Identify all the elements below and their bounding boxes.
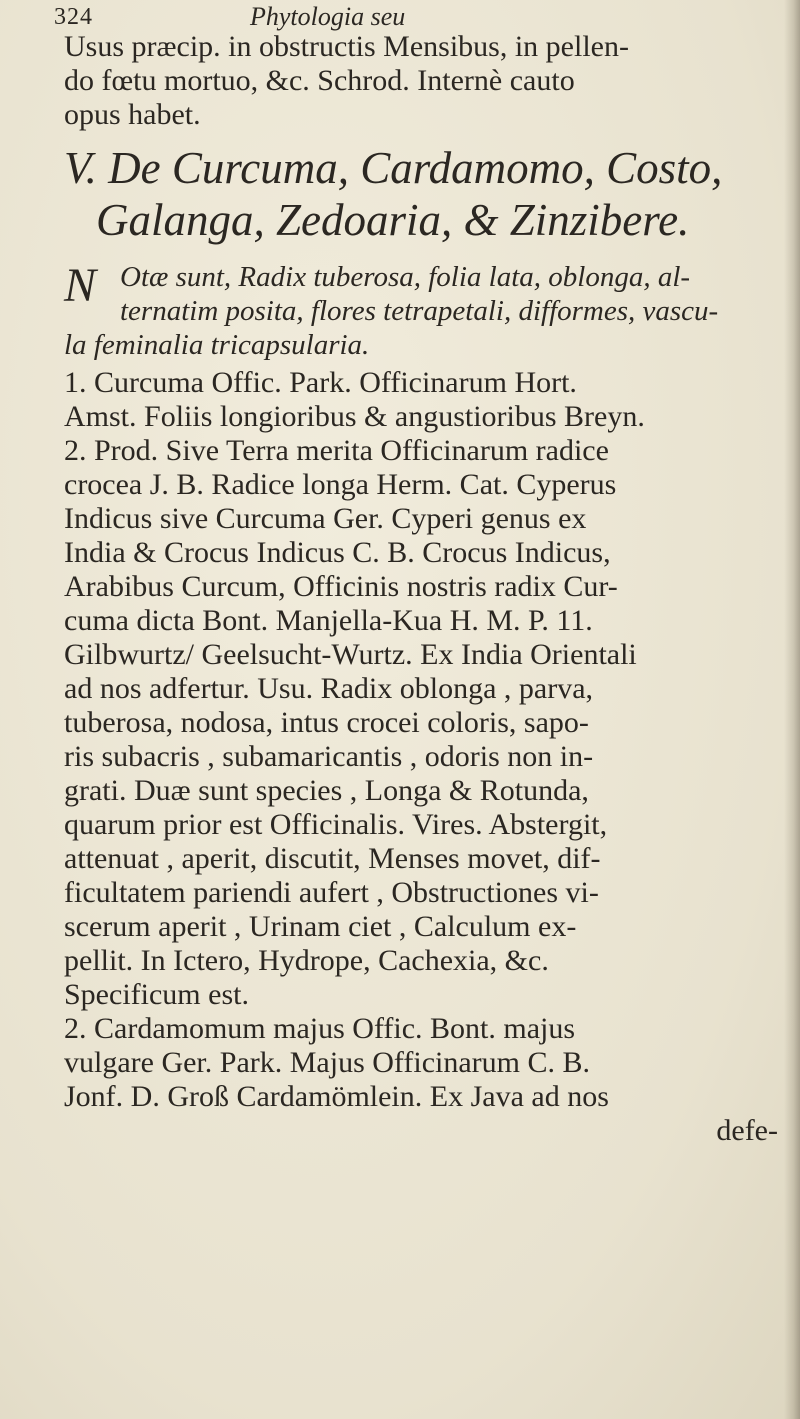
body-line: 2. Cardamomum majus Offic. Bont. majus: [64, 1012, 576, 1045]
intro-paragraph: [64, 260, 784, 362]
body-line: pellit. In Ictero, Hydrope, Cachexia, &c.: [64, 944, 549, 977]
section-heading-line-2: Galanga, Zedoaria, & Zinzibere.: [96, 195, 690, 245]
text-block: [64, 30, 784, 1148]
body-line: ad nos adfertur. Usu. Radix oblonga , parva,: [64, 672, 594, 705]
body-line: Gilbwurtz/ Geelsucht-Wurtz. Ex India Orientali: [64, 638, 637, 671]
intro-line-text: Otæ sunt, Radix tuberosa, folia lata, oblonga, al-: [120, 261, 691, 293]
body-line: cuma dicta Bont. Manjella-Kua H. M. P. 11.: [64, 604, 593, 637]
body-text: [64, 366, 784, 1148]
body-line: ficultatem pariendi aufert , Obstructiones vi-: [64, 876, 599, 909]
page-edge-shadow: [784, 0, 800, 1419]
body-line: 1. Curcuma Offic. Park. Officinarum Hort.: [64, 366, 577, 399]
body-line: Arabibus Curcum, Officinis nostris radix Cur-: [64, 570, 618, 603]
section-heading-line-1: V. De Curcuma, Cardamomo, Costo,: [64, 143, 723, 193]
body-line: ris subacris , subamaricantis , odoris non in-: [64, 740, 594, 773]
body-line: attenuat , aperit, discutit, Menses movet, dif-: [64, 842, 601, 875]
body-line: Specificum est.: [64, 978, 249, 1011]
page-number: 324: [54, 4, 93, 30]
body-line: tuberosa, nodosa, intus crocei coloris, sapo-: [64, 706, 589, 739]
intro-line: ternatim posita, flores tetrapetali, difformes, vascu-: [120, 295, 719, 327]
continuation-line: opus habet.: [64, 98, 201, 131]
body-line: Amst. Foliis longioribus & angustioribus Breyn.: [64, 400, 645, 433]
intro-line: la feminalia tricapsularia.: [64, 329, 370, 361]
continuation-line: do fœtu mortuo, &c. Schrod. Internè cauto: [64, 64, 575, 97]
running-title: Phytologia seu: [250, 2, 406, 31]
body-line: scerum aperit , Urinam ciet , Calculum ex-: [64, 910, 577, 943]
body-line: quarum prior est Officinalis. Vires. Abstergit,: [64, 808, 608, 841]
body-line: grati. Duæ sunt species , Longa & Rotunda,: [64, 774, 589, 807]
continuation-line: Usus præcip. in obstructis Mensibus, in pellen-: [64, 30, 629, 63]
body-line: vulgare Ger. Park. Majus Officinarum C. B.: [64, 1046, 591, 1079]
body-line: crocea J. B. Radice longa Herm. Cat. Cyperus: [64, 468, 617, 501]
body-line: India & Crocus Indicus C. B. Crocus Indicus,: [64, 536, 611, 569]
body-line: 2. Prod. Sive Terra merita Officinarum radice: [64, 434, 609, 467]
body-line: Jonf. D. Groß Cardamömlein. Ex Java ad nos: [64, 1080, 609, 1113]
body-line: Indicus sive Curcuma Ger. Cyperi genus ex: [64, 502, 587, 535]
catchword: defe-: [716, 1114, 778, 1147]
drop-cap: N: [64, 259, 97, 312]
